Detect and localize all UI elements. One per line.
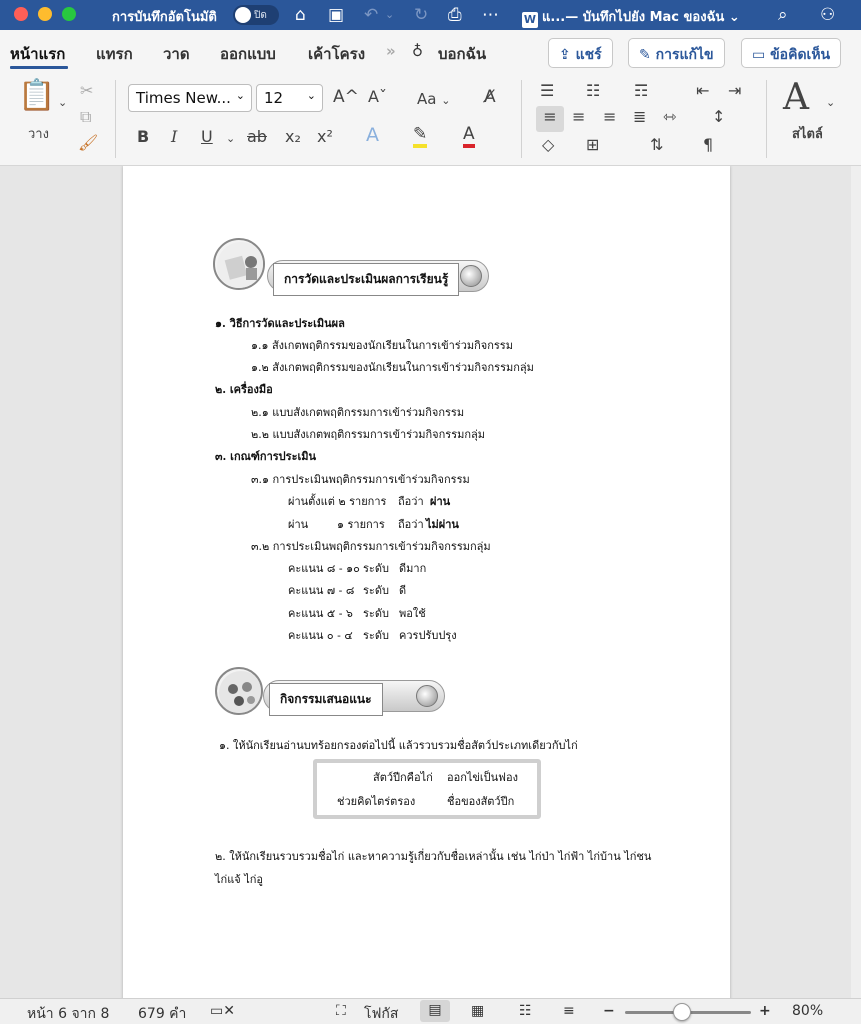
- highlight-icon[interactable]: ✎: [413, 124, 427, 148]
- tab-insert[interactable]: แทรก: [96, 45, 133, 63]
- rule-2-b: ๑ รายการ: [337, 518, 385, 531]
- chevron-down-icon[interactable]: ⌄: [826, 96, 836, 109]
- tab-home[interactable]: หน้าแรก: [10, 45, 66, 63]
- increase-indent-icon[interactable]: ⇥: [728, 81, 742, 100]
- title-bar: [0, 0, 861, 30]
- vertical-scrollbar[interactable]: [851, 166, 861, 998]
- rule-2-d: ไม่ผ่าน: [426, 518, 459, 531]
- bold-button[interactable]: B: [137, 127, 150, 146]
- paste-dropdown-icon[interactable]: ⌄: [58, 96, 68, 109]
- bullets-icon[interactable]: ☰: [540, 81, 555, 100]
- format-painter-icon[interactable]: 🖌: [78, 133, 99, 152]
- document-canvas[interactable]: [0, 166, 861, 998]
- score-range: คะแนน ๕ - ๖: [288, 607, 353, 620]
- rule-1-b: ถือว่า: [398, 495, 424, 508]
- superscript-button[interactable]: x²: [317, 127, 333, 146]
- editing-button[interactable]: [628, 38, 725, 68]
- score-range: คะแนน ๐ - ๔: [288, 629, 353, 642]
- score-result: พอใช้: [399, 607, 426, 620]
- shading-icon[interactable]: ◇: [542, 135, 555, 154]
- section1-title: การวัดและประเมินผลการเรียนรู้: [273, 263, 459, 296]
- change-case-label: Aa: [417, 90, 437, 108]
- underline-button[interactable]: U: [201, 127, 213, 146]
- chevron-down-icon: ⌄: [235, 89, 245, 102]
- close-window-button[interactable]: [14, 7, 28, 21]
- line-spacing-icon[interactable]: ↕: [712, 107, 726, 126]
- rule-1-c: ผ่าน: [430, 495, 451, 508]
- item-2-2: ๒.๒ แบบสังเกตพฤติกรรมการเข้าร่วมกิจกรรมกลุ่ม: [251, 428, 486, 441]
- rule-1-a: ผ่านตั้งแต่ ๒ รายการ: [288, 495, 387, 508]
- undo-icon[interactable]: ↶: [364, 5, 379, 25]
- zoom-out-icon[interactable]: −: [603, 1003, 615, 1019]
- item-1-1: ๑.๑ สังเกตพฤติกรรมของนักเรียนในการเข้าร่วมกิจกรรม: [251, 339, 513, 352]
- styles-icon[interactable]: A: [783, 77, 809, 118]
- toggle-knob: [235, 7, 251, 23]
- tab-design[interactable]: ออกแบบ: [220, 45, 276, 63]
- borders-icon[interactable]: ⊞: [586, 135, 600, 154]
- cut-icon[interactable]: ✂: [80, 81, 94, 100]
- focus-icon[interactable]: ⛶: [336, 1003, 346, 1019]
- grow-font-button[interactable]: A^: [333, 87, 359, 107]
- tab-draw[interactable]: วาด: [163, 45, 190, 63]
- strikethrough-button[interactable]: ab: [247, 127, 267, 146]
- poem-line: ชื่อของสัตว์ปีก: [447, 795, 515, 808]
- redo-icon[interactable]: ↻: [414, 5, 429, 25]
- multilevel-list-icon[interactable]: ☶: [634, 81, 649, 100]
- ribbon-separator: [521, 80, 522, 158]
- item-3-2: ๓.๒ การประเมินพฤติกรรมการเข้าร่วมกิจกรรมกลุ่ม: [251, 540, 491, 553]
- activity-badge-image: [215, 667, 263, 715]
- poem-line: ออกไข่เป็นฟอง: [447, 771, 518, 784]
- section2-title: กิจกรรมเสนอแนะ: [269, 683, 383, 716]
- zoom-in-icon[interactable]: +: [759, 1003, 771, 1019]
- activity-2-line-1: ๒. ให้นักเรียนรวบรวมชื่อไก่ และหาความรู้เกี่ยวกับชื่อเหล่านั้น เช่น ไก่ป่า ไก่ฟ้า ไก่บ้าน ไก่ชน: [215, 850, 652, 863]
- outline-icon[interactable]: ☷: [519, 1003, 532, 1019]
- ribbon-home: [0, 72, 861, 166]
- paragraph-marks-icon[interactable]: ¶: [703, 135, 714, 154]
- comment-icon: ▭: [752, 47, 766, 63]
- search-icon[interactable]: ⌕: [778, 5, 788, 25]
- chevron-down-icon: ⌄: [441, 94, 451, 107]
- justify-icon[interactable]: ≣: [633, 107, 647, 126]
- poem-line: ช่วยคิดไตร่ตรอง: [337, 795, 416, 808]
- score-level: ระดับ: [363, 629, 389, 642]
- heading-1: ๑. วิธีการวัดและประเมินผล: [215, 317, 345, 330]
- rule-2-c: ถือว่า: [398, 518, 424, 531]
- font-size-select[interactable]: [256, 84, 323, 112]
- score-level: ระดับ: [363, 584, 389, 597]
- tab-layout[interactable]: เค้าโครง: [308, 45, 366, 63]
- share-label: แชร์: [575, 47, 602, 63]
- styles-label: สไตล์: [792, 127, 823, 142]
- share-icon: ⇪: [559, 47, 571, 63]
- rule-2-a: ผ่าน: [288, 518, 309, 531]
- autosave-state: ปิด: [254, 10, 267, 21]
- score-range: คะแนน ๗ - ๘: [288, 584, 355, 597]
- paste-icon[interactable]: 📋: [18, 78, 56, 113]
- copy-icon[interactable]: ⧉: [80, 107, 92, 126]
- font-color-icon[interactable]: A: [463, 124, 475, 148]
- italic-button[interactable]: I: [171, 127, 178, 146]
- undo-dropdown-icon[interactable]: ⌄: [385, 8, 395, 21]
- ribbon-separator: [115, 80, 116, 158]
- numbering-icon[interactable]: ☷: [586, 81, 601, 100]
- comments-label: ข้อคิดเห็น: [770, 47, 831, 63]
- minimize-window-button[interactable]: [38, 7, 52, 21]
- print-icon[interactable]: ⎙: [448, 5, 462, 25]
- active-tab-indicator: [10, 66, 68, 69]
- text-effects-icon[interactable]: A: [366, 124, 379, 146]
- font-name-value: Times New...: [136, 89, 231, 107]
- proofing-icon[interactable]: ▭✕: [210, 1003, 235, 1019]
- align-right-icon[interactable]: ≡: [603, 107, 617, 126]
- share-button[interactable]: [548, 38, 613, 68]
- autosave-label: การบันทึกอัตโนมัติ: [112, 10, 217, 25]
- subscript-button[interactable]: x₂: [285, 127, 301, 146]
- decrease-indent-icon[interactable]: ⇤: [696, 81, 710, 100]
- assessment-badge-image: [213, 238, 265, 290]
- score-level: ระดับ: [363, 607, 389, 620]
- score-range: คะแนน ๘ - ๑๐: [288, 562, 360, 575]
- ribbon-tab-bar: [0, 30, 861, 72]
- chevron-down-icon[interactable]: ⌄: [226, 132, 236, 145]
- pencil-icon: ✎: [639, 47, 651, 63]
- distributed-icon[interactable]: ⇿: [663, 107, 677, 126]
- heading-3: ๓. เกณฑ์การประเมิน: [215, 450, 317, 463]
- score-result: ดีมาก: [399, 562, 427, 575]
- banner-knob: [416, 685, 438, 707]
- item-3-1: ๓.๑ การประเมินพฤติกรรมการเข้าร่วมกิจกรรม: [251, 473, 470, 486]
- font-name-select[interactable]: [128, 84, 252, 112]
- document-page[interactable]: [123, 166, 730, 998]
- word-doc-icon: W: [523, 13, 537, 26]
- heading-2: ๒. เครื่องมือ: [215, 383, 273, 396]
- zoom-slider-thumb[interactable]: [673, 1003, 691, 1021]
- save-icon[interactable]: ▣: [328, 5, 345, 25]
- paste-label: วาง: [28, 127, 49, 142]
- document-title[interactable]: W แ...— บันทึกไปยัง Mac ของฉัน ⌄: [523, 10, 740, 26]
- autosave-toggle[interactable]: [233, 5, 279, 25]
- align-left-icon[interactable]: ≡: [536, 106, 564, 132]
- zoom-window-button[interactable]: [62, 7, 76, 21]
- more-tabs-icon[interactable]: »: [386, 42, 396, 60]
- read-mode-icon[interactable]: ▦: [471, 1003, 485, 1019]
- ribbon-separator: [766, 80, 767, 158]
- more-icon[interactable]: ⋯: [482, 5, 499, 25]
- chevron-down-icon: ⌄: [306, 89, 316, 102]
- score-level: ระดับ: [363, 562, 389, 575]
- item-1-2: ๑.๒ สังเกตพฤติกรรมของนักเรียนในการเข้าร่วมกิจกรรมกลุ่ม: [251, 361, 534, 374]
- tell-me[interactable]: บอกฉัน: [438, 45, 487, 63]
- editing-label: การแก้ไข: [655, 47, 714, 63]
- print-layout-icon[interactable]: ▤: [420, 1000, 450, 1022]
- poem-line: สัตว์ปีกคือไก่: [373, 771, 433, 784]
- change-case-button[interactable]: [417, 88, 450, 112]
- score-result: ควรปรับปรุง: [399, 629, 457, 642]
- item-2-1: ๒.๑ แบบสังเกตพฤติกรรมการเข้าร่วมกิจกรรม: [251, 406, 465, 419]
- lightbulb-icon: ♁: [412, 42, 423, 60]
- font-size-value: 12: [264, 89, 284, 107]
- status-bar: [0, 998, 861, 1024]
- shrink-font-button[interactable]: Aˇ: [368, 87, 387, 106]
- score-result: ดี: [399, 584, 407, 597]
- poem-box: [313, 759, 541, 819]
- word-count[interactable]: 679 คำ: [138, 1006, 187, 1022]
- page-info[interactable]: หน้า 6 จาก 8: [27, 1006, 110, 1022]
- people-icon[interactable]: ⚇: [820, 5, 836, 25]
- align-center-icon[interactable]: ≡: [572, 107, 586, 126]
- focus-label[interactable]: โฟกัส: [364, 1006, 399, 1022]
- banner-knob: [460, 265, 482, 287]
- comments-button[interactable]: [741, 38, 841, 68]
- clear-formatting-icon[interactable]: A̸: [484, 87, 496, 107]
- activity-2-line-2: ไก่แจ้ ไก่อู: [215, 873, 264, 886]
- draft-icon[interactable]: ≡: [563, 1003, 575, 1019]
- home-icon[interactable]: ⌂: [295, 5, 306, 25]
- activity-1: ๑. ให้นักเรียนอ่านบทร้อยกรองต่อไปนี้ แล้วรวบรวมชื่อสัตว์ประเภทเดียวกับไก่: [219, 739, 578, 752]
- sort-icon[interactable]: ⇅: [650, 135, 664, 154]
- zoom-level[interactable]: 80%: [792, 1003, 824, 1019]
- doc-title-text: แ...— บันทึกไปยัง Mac ของฉัน: [542, 10, 725, 25]
